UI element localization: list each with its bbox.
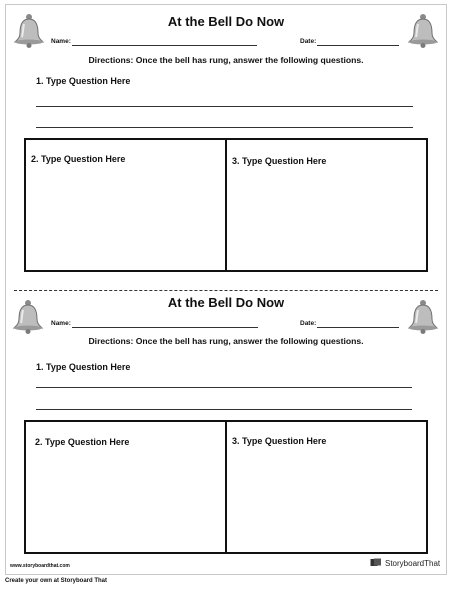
answer-box-2[interactable] — [24, 420, 227, 554]
question-2: 2. Type Question Here — [35, 437, 130, 447]
date-line[interactable] — [317, 45, 399, 46]
question-1: 1. Type Question Here — [36, 76, 131, 86]
directions-text: Directions: Once the bell has rung, answer the following questions. — [88, 336, 364, 346]
answer-line[interactable] — [36, 106, 413, 107]
name-label: Name: — [51, 320, 71, 327]
worksheet-page — [5, 4, 447, 575]
worksheet-title: At the Bell Do Now — [167, 295, 285, 310]
worksheet-title: At the Bell Do Now — [167, 14, 285, 29]
cut-line — [14, 290, 438, 291]
answer-line[interactable] — [36, 127, 413, 128]
name-line[interactable] — [72, 45, 257, 46]
question-3: 3. Type Question Here — [232, 436, 327, 446]
question-2: 2. Type Question Here — [31, 154, 126, 164]
storyboardthat-logo-icon — [370, 558, 382, 568]
credit-text[interactable]: Create your own at Storyboard That — [5, 578, 108, 584]
answer-box-3[interactable] — [225, 138, 428, 272]
answer-box-3[interactable] — [225, 420, 428, 554]
storyboardthat-logo[interactable] — [370, 558, 440, 568]
site-url[interactable]: www.storyboardthat.com — [10, 563, 70, 569]
question-3: 3. Type Question Here — [232, 156, 327, 166]
name-label: Name: — [51, 38, 71, 45]
logo-text: StoryboardThat — [385, 558, 441, 568]
date-label: Date: — [300, 320, 317, 327]
name-line[interactable] — [72, 327, 258, 328]
answer-line[interactable] — [36, 387, 412, 388]
answer-box-2[interactable] — [24, 138, 227, 272]
date-line[interactable] — [317, 327, 399, 328]
question-1: 1. Type Question Here — [36, 362, 131, 372]
date-label: Date: — [300, 38, 317, 45]
directions-text: Directions: Once the bell has rung, answer the following questions. — [88, 55, 364, 65]
answer-line[interactable] — [36, 409, 412, 410]
